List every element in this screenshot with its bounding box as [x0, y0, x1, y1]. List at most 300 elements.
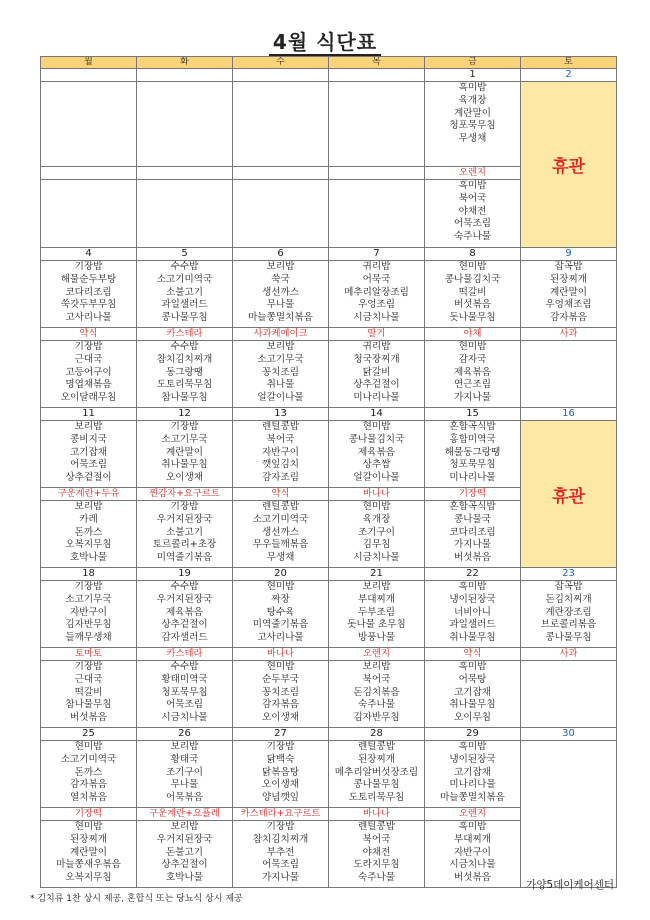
dinner-menu	[425, 661, 521, 728]
menu-item: 미나리나물	[353, 392, 400, 404]
dinner-menu	[425, 821, 521, 888]
menu-item: 얼갈이나물	[257, 392, 304, 404]
menu-item: 우엉조림	[357, 299, 396, 311]
menu-item: 어묵조림	[69, 459, 108, 471]
date-number: 29	[425, 728, 521, 741]
dinner-menu	[329, 341, 425, 408]
menu-item: 참치김치찌개	[252, 833, 309, 845]
menu-item: 미나리나물	[449, 779, 496, 791]
lunch-row	[41, 741, 617, 808]
menu-item: 연근조림	[453, 379, 492, 391]
snack-item: 사과	[521, 328, 617, 341]
date-number: 18	[41, 568, 137, 581]
menu-item: 현미밥	[266, 581, 295, 592]
menu-item: 수수밥	[170, 661, 199, 672]
menu-item: 떡갈비	[74, 686, 103, 698]
menu-item: 조기구이	[165, 766, 204, 778]
dinner-menu	[329, 821, 425, 888]
menu-item: 돗나물 초무침	[347, 619, 406, 631]
menu-item: 오복지무침	[65, 539, 112, 551]
menu-item: 기장밥	[266, 741, 295, 752]
dinner-menu	[329, 661, 425, 728]
menu-item: 북어국	[362, 833, 391, 845]
menu-item: 현미밥	[362, 421, 391, 432]
lunch-row	[41, 261, 617, 328]
menu-item: 고기잡채	[453, 686, 492, 698]
holiday-cell: 휴관	[521, 82, 617, 248]
menu-item: 돈까스	[74, 526, 103, 538]
menu-item: 취나물무침	[449, 632, 496, 644]
menu-item: 오이생채	[261, 712, 300, 724]
menu-item: 감자볶음	[69, 779, 108, 791]
menu-item: 숙주나물	[453, 231, 492, 243]
menu-item: 토르콜리+초장	[152, 539, 217, 551]
menu-item: 기장밥	[266, 821, 295, 832]
menu-item: 도토리묵무침	[348, 792, 405, 804]
menu-item: 짜장	[271, 593, 290, 605]
menu-item: 오복지무침	[65, 872, 112, 884]
date-number: 28	[329, 728, 425, 741]
menu-item: 명엽채볶음	[65, 379, 112, 391]
menu-item: 흑미밥	[458, 661, 487, 672]
date-number: 26	[137, 728, 233, 741]
lunch-menu	[233, 581, 329, 648]
menu-item: 오이달래무침	[60, 392, 117, 404]
menu-item: 콩비지국	[69, 433, 108, 445]
menu-item: 계란말이	[549, 286, 588, 298]
menu-item: 미역줄기볶음	[252, 619, 309, 631]
menu-item: 숙주나물	[357, 699, 396, 711]
menu-item: 해물순두부탕	[60, 273, 117, 285]
date-number: 13	[233, 408, 329, 421]
lunch-menu	[329, 581, 425, 648]
menu-item: 렌틸콩밥	[261, 421, 300, 432]
date-number	[233, 69, 329, 82]
weekday-tue: 화	[137, 57, 233, 69]
snack-item: 오렌지	[425, 167, 521, 180]
menu-item: 현미밥	[458, 341, 487, 352]
menu-item: 취나물무침	[449, 699, 496, 711]
menu-item: 된장찌개	[357, 753, 396, 765]
menu-item: 소고기미역국	[252, 513, 309, 525]
menu-item: 잡곡밥	[554, 261, 583, 272]
center-name: 가양5데이케어센터	[526, 879, 614, 891]
menu-item: 어묵탕	[458, 673, 487, 685]
menu-item: 냉이된장국	[449, 593, 496, 605]
date-number: 11	[41, 408, 137, 421]
lunch-row	[41, 421, 617, 488]
menu-item: 감자볶음	[549, 312, 588, 324]
menu-item: 현미밥	[74, 741, 103, 752]
date-number: 14	[329, 408, 425, 421]
menu-item: 도라지무침	[353, 859, 400, 871]
lunch-menu	[137, 261, 233, 328]
snack-item: 약식	[41, 328, 137, 341]
dinner-menu	[137, 501, 233, 568]
menu-item: 탕수육	[266, 606, 295, 618]
menu-item: 자반구이	[69, 606, 108, 618]
snack-item: 딸기	[329, 328, 425, 341]
date-number: 22	[425, 568, 521, 581]
menu-item: 보리밥	[170, 741, 199, 752]
menu-item: 시금치나물	[449, 859, 496, 871]
menu-item: 야채전	[362, 846, 391, 858]
date-row	[41, 568, 617, 581]
date-number: 7	[329, 248, 425, 261]
lunch-menu	[521, 581, 617, 648]
date-number: 8	[425, 248, 521, 261]
menu-item: 과일샐러드	[449, 619, 496, 631]
lunch-row	[41, 581, 617, 648]
menu-item: 육개장	[458, 94, 487, 106]
menu-item: 도토리묵무침	[156, 379, 213, 391]
menu-item: 보리밥	[266, 341, 295, 352]
menu-item: 고등어구이	[65, 366, 112, 378]
menu-item: 콩나물김치국	[444, 273, 501, 285]
lunch-menu	[137, 421, 233, 488]
lunch-menu	[425, 421, 521, 488]
menu-item: 기장밥	[170, 501, 199, 512]
menu-item: 냉이된장국	[449, 753, 496, 765]
date-row	[41, 408, 617, 421]
date-number: 20	[233, 568, 329, 581]
date-row	[41, 248, 617, 261]
menu-item: 청포묵무침	[449, 120, 496, 132]
date-number: 25	[41, 728, 137, 741]
menu-item: 기장밥	[74, 661, 103, 672]
dinner-menu	[425, 341, 521, 408]
menu-item: 들깨무생채	[65, 632, 112, 644]
menu-item: 꽁치조림	[261, 686, 300, 698]
menu-item: 감자조림	[261, 472, 300, 484]
menu-item: 어묵볶음	[165, 792, 204, 804]
menu-item: 무생채	[266, 552, 295, 564]
lunch-menu	[425, 261, 521, 328]
menu-item: 돈불고기	[165, 846, 204, 858]
lunch-menu	[233, 261, 329, 328]
menu-item: 자반구이	[453, 846, 492, 858]
date-number: 5	[137, 248, 233, 261]
dinner-menu	[233, 180, 329, 248]
menu-item: 어묵조림	[165, 699, 204, 711]
menu-item: 고사리나물	[65, 312, 112, 324]
dinner-menu	[137, 341, 233, 408]
lunch-menu	[41, 581, 137, 648]
menu-item: 가지나물	[261, 872, 300, 884]
menu-item: 렌틸콩밥	[357, 821, 396, 832]
menu-item: 흑미밥	[458, 821, 487, 832]
menu-item: 육개장	[362, 513, 391, 525]
lunch-menu	[425, 82, 521, 167]
menu-item: 고기잡채	[453, 766, 492, 778]
snack-item: 바나나	[329, 488, 425, 501]
menu-item: 보리밥	[362, 581, 391, 592]
menu-item: 북어국	[458, 192, 487, 204]
holiday-cell: 휴관	[521, 421, 617, 568]
menu-item: 기장밥	[74, 261, 103, 272]
menu-item: 브로콜리볶음	[540, 619, 597, 631]
dinner-menu	[137, 180, 233, 248]
date-number: 23	[521, 568, 617, 581]
date-number: 15	[425, 408, 521, 421]
menu-item: 현미밥	[266, 661, 295, 672]
menu-item: 콩나물김치국	[348, 433, 405, 445]
snack-item	[137, 167, 233, 180]
menu-item: 계란말이	[165, 446, 204, 458]
menu-item: 호박나물	[165, 872, 204, 884]
date-number: 12	[137, 408, 233, 421]
menu-item: 상추겉절이	[65, 472, 112, 484]
menu-item: 근대국	[74, 353, 103, 365]
menu-item: 어묵조림	[453, 218, 492, 230]
dinner-menu	[521, 341, 617, 408]
menu-item: 미역줄기볶음	[156, 552, 213, 564]
menu-item: 호박나물	[69, 552, 108, 564]
snack-item: 기장떡	[41, 808, 137, 821]
menu-item: 순두부국	[261, 673, 300, 685]
menu-item: 콩나물무침	[161, 312, 208, 324]
menu-item: 마늘쫑멸치볶음	[440, 792, 505, 804]
date-number	[137, 69, 233, 82]
snack-item: 바나나	[233, 648, 329, 661]
menu-item: 김무침	[362, 539, 391, 551]
menu-item: 수수밥	[170, 341, 199, 352]
menu-item: 시금치나물	[161, 712, 208, 724]
menu-item: 상추쌈	[362, 459, 391, 471]
dinner-menu	[425, 501, 521, 568]
menu-item: 시금치나물	[353, 312, 400, 324]
snack-item	[233, 167, 329, 180]
snack-item	[329, 167, 425, 180]
lunch-menu	[137, 741, 233, 808]
menu-item: 동그랑땡	[165, 366, 204, 378]
menu-item: 상추겉절이	[353, 379, 400, 391]
lunch-menu	[137, 82, 233, 167]
weekday-wed: 수	[233, 57, 329, 69]
menu-item: 소고기무국	[65, 593, 112, 605]
dinner-menu	[329, 180, 425, 248]
menu-item: 방풍나물	[357, 632, 396, 644]
menu-item: 버섯볶음	[453, 299, 492, 311]
lunch-menu	[41, 261, 137, 328]
menu-item: 고기잡채	[69, 446, 108, 458]
menu-item: 취나물무침	[161, 459, 208, 471]
menu-item: 부대찌개	[357, 593, 396, 605]
menu-item: 상추겉절이	[161, 859, 208, 871]
date-number	[329, 69, 425, 82]
dinner-menu	[329, 501, 425, 568]
menu-item: 어묵국	[362, 273, 391, 285]
menu-item: 생선까스	[261, 286, 300, 298]
date-number: 19	[137, 568, 233, 581]
menu-item: 소불고기	[165, 526, 204, 538]
dinner-menu	[41, 661, 137, 728]
menu-item: 어묵조림	[261, 859, 300, 871]
menu-item: 가지나물	[453, 539, 492, 551]
date-number	[41, 69, 137, 82]
menu-item: 현미밥	[362, 501, 391, 512]
dinner-menu	[137, 821, 233, 888]
menu-item: 보리밥	[74, 501, 103, 512]
menu-item: 가지나물	[453, 392, 492, 404]
dinner-menu	[41, 821, 137, 888]
menu-item: 흑미밥	[458, 82, 487, 93]
menu-item: 참나물무침	[161, 392, 208, 404]
menu-item: 근대국	[74, 673, 103, 685]
menu-item: 돗나물무침	[449, 312, 496, 324]
menu-item: 무우들깨볶음	[252, 539, 309, 551]
dinner-menu	[233, 821, 329, 888]
menu-item: 콩나물무침	[545, 632, 592, 644]
menu-item: 해물동그랑땡	[444, 446, 501, 458]
menu-item: 청국장찌개	[353, 353, 400, 365]
menu-item: 김자반무침	[65, 619, 112, 631]
snack-item: 구운계란+요플레	[137, 808, 233, 821]
snack-item: 바나나	[329, 808, 425, 821]
menu-item: 우거지된장국	[156, 593, 213, 605]
menu-item: 깻잎김치	[261, 459, 300, 471]
menu-item: 수수밥	[170, 581, 199, 592]
menu-item: 버섯볶음	[453, 552, 492, 564]
menu-item: 과일샐러드	[161, 299, 208, 311]
menu-item: 된장찌개	[549, 273, 588, 285]
snack-item: 약식	[233, 488, 329, 501]
snack-item: 카스테라	[137, 648, 233, 661]
menu-item: 오이생채	[165, 472, 204, 484]
page-title: 4월 식단표	[0, 26, 650, 55]
menu-item: 제육볶음	[453, 366, 492, 378]
snack-item: 야채	[425, 328, 521, 341]
menu-item: 렌틸콩밥	[261, 501, 300, 512]
menu-item: 제육볶음	[165, 606, 204, 618]
menu-item: 버섯볶음	[453, 872, 492, 884]
menu-item: 야채전	[458, 205, 487, 217]
date-number: 30	[521, 728, 617, 741]
menu-item: 감자샐러드	[161, 632, 208, 644]
menu-item: 청포묵무침	[161, 686, 208, 698]
snack-row	[41, 648, 617, 661]
lunch-menu	[329, 421, 425, 488]
lunch-menu	[41, 82, 137, 167]
snack-item: 카스테라+요구르트	[233, 808, 329, 821]
lunch-menu	[329, 741, 425, 808]
menu-item: 북어국	[266, 433, 295, 445]
snack-item: 오렌지	[329, 648, 425, 661]
snack-item: 카스테라	[137, 328, 233, 341]
menu-item: 제육볶음	[357, 446, 396, 458]
menu-item: 흑미밥	[458, 581, 487, 592]
menu-item: 부대찌개	[453, 833, 492, 845]
snack-item: 기장떡	[425, 488, 521, 501]
menu-item: 무나물	[266, 299, 295, 311]
menu-item: 조기구이	[357, 526, 396, 538]
menu-item: 마늘쫑새우볶음	[56, 859, 121, 871]
menu-item: 얼갈이나물	[353, 472, 400, 484]
snack-item: 약식	[425, 648, 521, 661]
menu-item: 자반구이	[261, 446, 300, 458]
lunch-row	[41, 82, 617, 167]
snack-item: 사과케에이크	[233, 328, 329, 341]
lunch-menu	[329, 82, 425, 167]
menu-item: 부추전	[266, 846, 295, 858]
snack-row	[41, 328, 617, 341]
menu-item: 현미밥	[458, 261, 487, 272]
menu-item: 취나물	[266, 379, 295, 391]
weekday-thu: 목	[329, 57, 425, 69]
menu-item: 잡곡밥	[554, 581, 583, 592]
menu-item: 소고기미역국	[156, 273, 213, 285]
lunch-menu	[137, 581, 233, 648]
menu-item: 보리밥	[170, 821, 199, 832]
weekday-mon: 월	[41, 57, 137, 69]
menu-item: 무나물	[170, 779, 199, 791]
menu-item: 우엉채조림	[545, 299, 592, 311]
date-row	[41, 69, 617, 82]
dinner-menu	[233, 661, 329, 728]
date-number: 21	[329, 568, 425, 581]
menu-item: 우거지된장국	[156, 513, 213, 525]
menu-item: 카레	[79, 513, 98, 525]
menu-item: 닭볶음탕	[261, 766, 300, 778]
snack-item	[41, 167, 137, 180]
snack-item: 토마토	[41, 648, 137, 661]
menu-calendar	[40, 56, 617, 888]
lunch-menu	[233, 421, 329, 488]
menu-item: 흑미밥	[458, 180, 487, 191]
menu-item: 생선까스	[261, 526, 300, 538]
menu-item: 떡갈비	[458, 286, 487, 298]
date-number: 6	[233, 248, 329, 261]
date-number: 4	[41, 248, 137, 261]
dinner-menu	[521, 661, 617, 728]
menu-item: 소고기무국	[257, 353, 304, 365]
menu-item: 마늘쫑멸치볶음	[248, 312, 313, 324]
menu-item: 감자볶음	[261, 699, 300, 711]
lunch-menu	[233, 82, 329, 167]
menu-item: 현미밥	[74, 821, 103, 832]
menu-item: 흑미밥	[458, 741, 487, 752]
menu-item: 기장밥	[74, 581, 103, 592]
dinner-menu	[425, 180, 521, 248]
footnote: * 김치류 1찬 상시 제공, 혼합식 또는 당뇨식 상시 제공	[30, 894, 243, 904]
menu-item: 버섯볶음	[69, 712, 108, 724]
menu-item: 우거지된장국	[156, 833, 213, 845]
menu-item: 숙주나물	[357, 872, 396, 884]
menu-item: 홍합미역국	[449, 433, 496, 445]
menu-item: 메추리알장조림	[344, 286, 409, 298]
menu-item: 계란말이	[453, 107, 492, 119]
date-row	[41, 728, 617, 741]
menu-item: 열치볶음	[69, 792, 108, 804]
menu-item: 콩나물국	[453, 513, 492, 525]
menu-item: 보리밥	[74, 421, 103, 432]
menu-item: 혼합곡식밥	[449, 501, 496, 512]
lunch-menu	[41, 421, 137, 488]
lunch-menu	[425, 581, 521, 648]
menu-item: 코다리조림	[65, 286, 112, 298]
lunch-menu	[41, 741, 137, 808]
menu-item: 꽁치조림	[261, 366, 300, 378]
menu-item: 돈김치볶음	[353, 686, 400, 698]
menu-item: 돈까스	[74, 766, 103, 778]
menu-item: 기장밥	[74, 341, 103, 352]
menu-item: 계란장조림	[545, 606, 592, 618]
dinner-menu	[41, 501, 137, 568]
menu-item: 귀리밥	[362, 341, 391, 352]
menu-item: 기장밥	[170, 421, 199, 432]
menu-item: 미나리나물	[449, 472, 496, 484]
menu-item: 상추겉절이	[161, 619, 208, 631]
